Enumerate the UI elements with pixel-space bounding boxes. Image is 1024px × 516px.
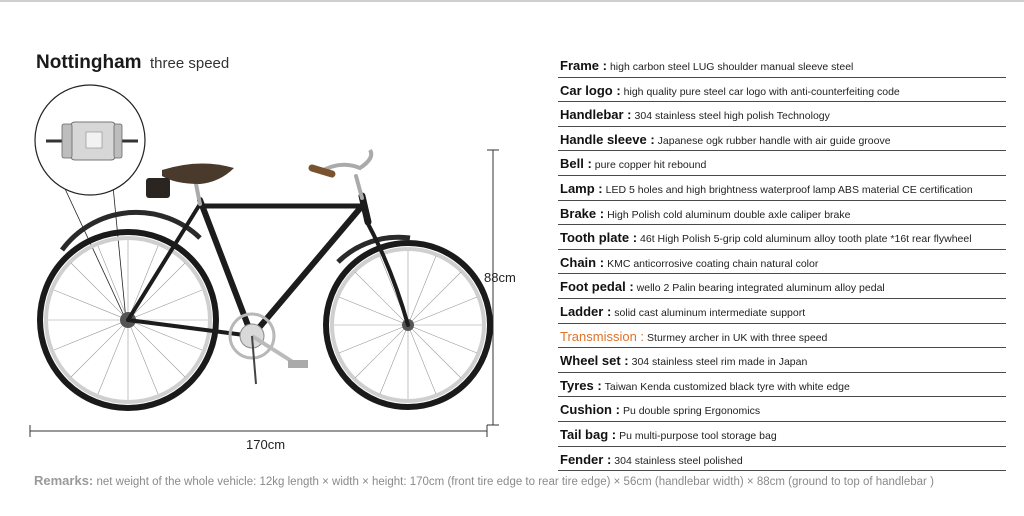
tail-bag	[146, 178, 170, 198]
spec-ladder	[558, 300, 1006, 324]
spec-tail-bag	[558, 423, 1006, 447]
chainring	[230, 314, 308, 384]
spec-bell	[558, 152, 1006, 176]
spec-value: Sturmey archer in UK with three speed	[647, 331, 828, 344]
remarks-text: net weight of the whole vehicle: 12kg length × width × height: 170cm (front tire edge to rear tire edge) × 56cm (handlebar width) × 88cm (ground to top of handlebar )	[96, 476, 934, 488]
spec-label: Fender :	[560, 451, 612, 467]
spec-label: Car logo :	[560, 82, 621, 98]
spec-label: Wheel set :	[560, 353, 629, 369]
height-dimension: 88cm	[484, 270, 516, 285]
spec-label: Tooth plate :	[560, 230, 638, 246]
height-dimension-line	[487, 150, 499, 425]
spec-tyres	[558, 374, 1006, 398]
spec-value: High Polish cold aluminum double axle caliper brake	[607, 208, 851, 221]
spec-label: Chain :	[560, 254, 605, 270]
product-subtitle: three speed	[150, 55, 230, 72]
spec-wheel-set	[558, 349, 1006, 373]
spec-value: LED 5 holes and high brightness waterproof lamp ABS material CE certification	[605, 183, 973, 196]
spec-cushion	[558, 398, 1006, 422]
spec-value: 46t High Polish 5-grip cold aluminum alloy tooth plate *16t rear flywheel	[640, 233, 972, 246]
spec-fender	[558, 448, 1006, 472]
spec-value: 304 stainless steel high polish Technology	[634, 110, 830, 123]
spec-label: Foot pedal :	[560, 279, 634, 295]
spec-value: Taiwan Kenda customized black tyre with white edge	[604, 380, 850, 393]
spec-label: Bell :	[560, 156, 592, 172]
spec-value: Pu multi-purpose tool storage bag	[619, 429, 777, 442]
spec-value: solid cast aluminum intermediate support	[614, 306, 806, 319]
spec-tooth-plate	[558, 226, 1006, 250]
product-name: Nottingham	[36, 52, 142, 73]
spec-chain	[558, 251, 1006, 275]
spec-frame	[558, 54, 1006, 78]
remarks	[34, 473, 934, 488]
spec-label: Transmission :	[560, 328, 645, 344]
length-dimension-line	[30, 425, 487, 437]
spec-value: 304 stainless steel polished	[614, 454, 743, 467]
spec-label: Tail bag :	[560, 426, 617, 442]
spec-value: wello 2 Palin bearing integrated aluminum alloy pedal	[636, 282, 885, 295]
spec-label: Handle sleeve :	[560, 131, 655, 147]
spec-value: KMC anticorrosive coating chain natural color	[607, 257, 819, 270]
spec-lamp	[558, 177, 1006, 201]
length-dimension: 170cm	[246, 437, 286, 452]
remarks-label: Remarks:	[34, 473, 94, 488]
spec-foot-pedal	[558, 275, 1006, 299]
spec-value: Pu double spring Ergonomics	[622, 405, 761, 418]
handlebar	[320, 150, 371, 172]
spec-transmission	[558, 325, 1006, 349]
spec-value: Japanese ogk rubber handle with air guide groove	[657, 134, 891, 147]
spec-label: Brake :	[560, 205, 605, 221]
bicycle-illustration	[0, 0, 560, 470]
spec-value: high quality pure steel car logo with anti-counterfeiting code	[623, 85, 900, 98]
spec-brake	[558, 202, 1006, 226]
spec-handle-sleeve	[558, 128, 1006, 152]
hub-callout	[35, 85, 145, 320]
spec-label: Ladder :	[560, 303, 612, 319]
spec-value: 304 stainless steel rim made in Japan	[631, 356, 808, 369]
saddle	[162, 163, 234, 184]
spec-label: Lamp :	[560, 180, 603, 196]
spec-label: Frame :	[560, 58, 607, 73]
spec-value: pure copper hit rebound	[594, 159, 707, 172]
spec-handlebar	[558, 103, 1006, 127]
spec-label: Cushion :	[560, 402, 620, 418]
spec-list	[558, 54, 1006, 472]
spec-label: Tyres :	[560, 377, 602, 393]
spec-label: Handlebar :	[560, 107, 632, 123]
spec-value: high carbon steel LUG shoulder manual sleeve steel	[609, 61, 854, 73]
spec-car-logo	[558, 79, 1006, 103]
